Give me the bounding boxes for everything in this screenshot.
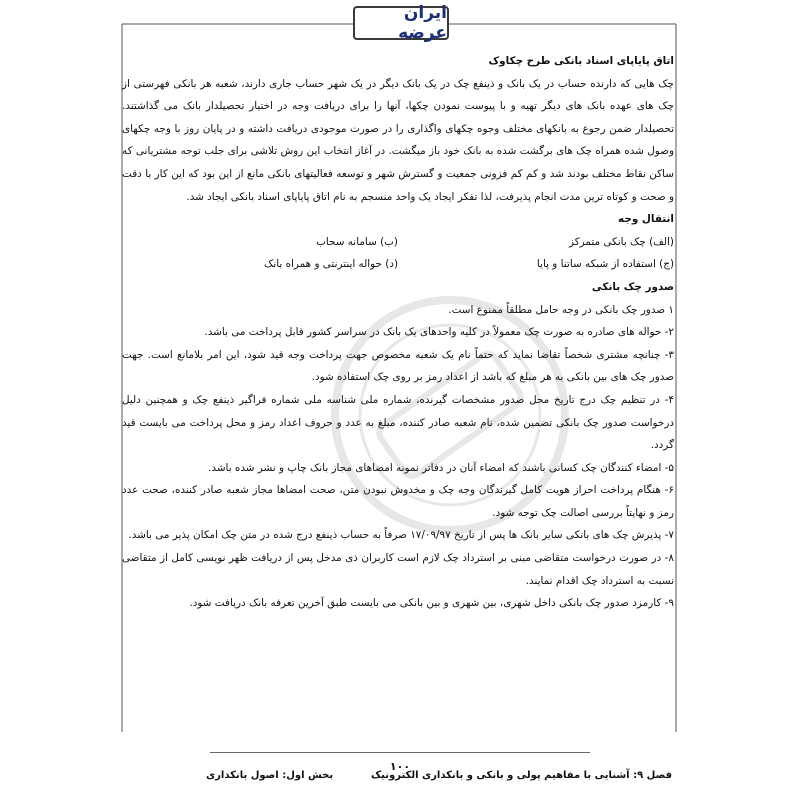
document-body: [122, 50, 674, 615]
section-title: اتاق پایاپای اسناد بانکی طرح چکاوک: [488, 55, 674, 67]
issuance-item: ۳- چنانچه مشتری شخصاً تقاضا نماید که حتماً نام یک شعبه مخصوص جهت پرداخت وجه قید شود، این امر بلامانع است. جهت صدور چک های بین بانکی به هر مبلغ که باشد از اعداد رمز بر روی چک استفاده شود.: [122, 348, 674, 384]
chapter-title: فصل ۹: آشنایی با مفاهیم پولی و بانکی و بانکداری الکترونیک: [370, 770, 672, 781]
issuance-item: ۶- هنگام پرداخت احراز هویت کامل گیرندگان وجه چک و مخدوش نبودن متن، صحت امضاها مجاز شعبه صادر کننده، صحت عدد رمز و نهایتاً بررسی اصالت چک توجه شود.: [122, 484, 674, 519]
transfer-option: (د) حواله اینترنتی و همراه بانک: [264, 258, 398, 271]
transfer-option: (ب) سامانه سحاب: [316, 235, 398, 248]
brand-logo: [353, 3, 449, 43]
transfer-options: [122, 231, 674, 276]
issuance-item: ۵- امضاء کنندگان چک کسانی باشند که امضاء آنان در دفاتر نمونه امضاهای مجاز بانک چاپ و نشر شده باشد.: [208, 461, 674, 474]
logo-text: ایران عرضه: [398, 3, 447, 43]
issuance-heading: صدور چک بانکی: [591, 280, 674, 293]
page-number: ۱۰۰: [389, 760, 411, 773]
intro-paragraph: چک هایی که دارنده حساب در یک بانک و ذینفع چک در یک بانک دیگر در یک شهر حساب جاری دارند، شعبه هر بانکی فهرستی از چک های عهده بانک های دیگر تهیه و با پیوست نمودن چکها، آنها را برای دریافت وجه در اختیار تحصیلدار بانک می گذاشتند. تحصیلدار ضمن رجوع به بانکهای مختلف وجوه چکهای واگذاری را در صورت موجودی دریافت داشته و در پایان روز با وجه چکهای وصول شده همراه چک های برگشت شده به بانک خود باز میگشت. در آغاز انتخاب این روش تلاشی برای جلب توجه مشتریانی که ساکن نقاط مختلف بودند شد و کم کم فزونی جمعیت و گسترش شهر و توسعه فعالیتهای بانکی مانع از این بود که این کار با دقت و صحت و کوتاه ترین مدت انجام پذیرفت، لذا تفکر ایجاد یک واحد منسجم به نام اتاق پایاپای اسناد بانکی ایجاد شد.: [122, 77, 674, 203]
issuance-item: ۱ صدور چک بانکی در وجه حامل مطلقاً ممنوع است.: [448, 303, 674, 316]
section-label: بخش اول: اصول بانکداری: [206, 770, 334, 781]
transfer-option: (ج) استفاده از شبکه ساتنا و پایا: [536, 258, 674, 271]
issuance-item: ۸- در صورت درخواست متقاضی مبنی بر استرداد چک لازم است کاربران ذی مدخل پس از دریافت ظهر نویسی کامل از متقاضی نسبت به استرداد چک اقدام نمایند.: [122, 552, 674, 587]
issuance-item: ۲- حواله های صادره به صورت چک معمولاً در کلیه واحدهای یک بانک در سراسر کشور قابل پرداخت می باشد.: [204, 326, 674, 339]
footer-divider: [210, 752, 590, 753]
issuance-item: ۴- در تنظیم چک درج تاریخ محل صدور مشخصات گیرنده، شماره ملی شناسه ملی شماره فراگیر ذینفع چک و همچنین دلیل درخواست صدور چک بانکی تضمین شده، نام شعبه صادر کننده، مبلغ به عدد و حروف اعداد رمز و محل پرداخت می بایست قید گردد.: [122, 393, 674, 452]
transfer-option: (الف) چک بانکی متمرکز: [568, 235, 674, 248]
issuance-item: ۹- کارمزد صدور چک بانکی داخل شهری، بین شهری و بین بانکی می بایست طبق آخرین تعرفه بانک دریافت شود.: [189, 597, 674, 610]
issuance-item: ۷- پذیرش چک های بانکی سایر بانک ها پس از تاریخ ۱۷/۰۹/۹۷ صرفاً به حساب ذینفع درج شده در متن چک امکان پذیر می باشد.: [128, 529, 674, 542]
transfer-heading: انتقال وجه: [618, 213, 674, 226]
